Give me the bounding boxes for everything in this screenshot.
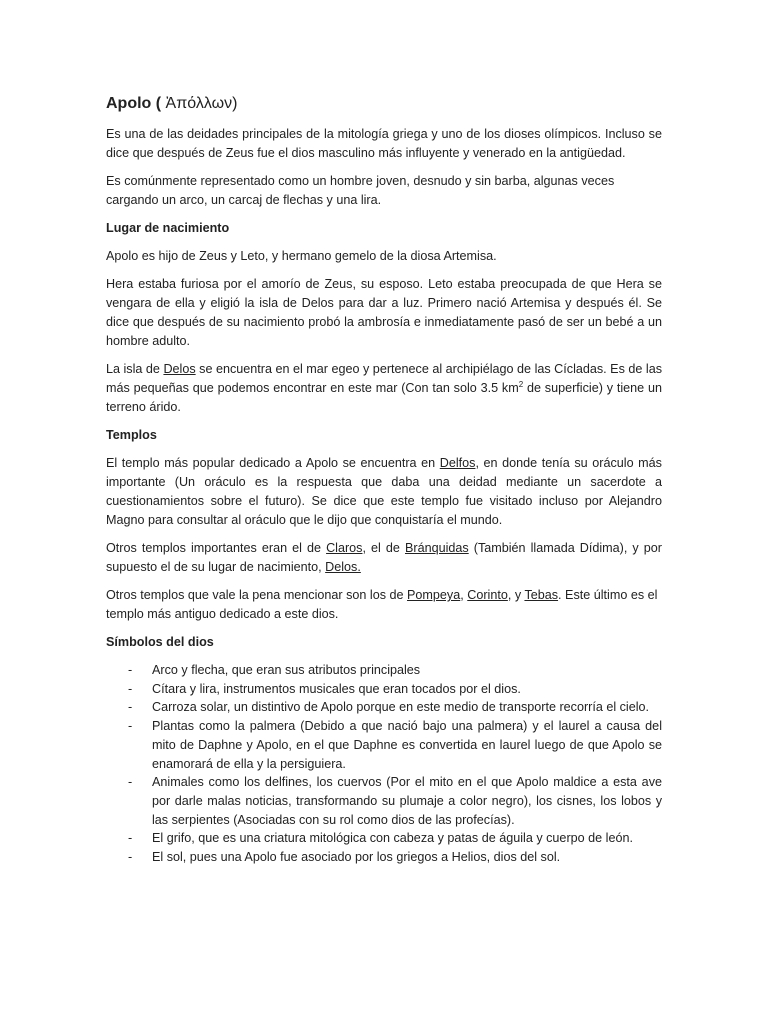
heading-temples: Templos [106, 428, 157, 442]
text-run: El templo más popular dedicado a Apolo se encuentra en [106, 456, 440, 470]
link-pompeya[interactable]: Pompeya [407, 588, 461, 602]
list-item [106, 680, 662, 699]
document-page [106, 93, 662, 867]
symbols-list [106, 661, 662, 867]
text-run: , [460, 588, 468, 602]
list-item [106, 717, 662, 773]
list-dash: - [128, 681, 133, 696]
temples-paragraph-2 [106, 539, 662, 577]
list-item [106, 698, 662, 717]
title-greek: Ἀπόλλων) [161, 95, 238, 112]
text-run: Otros templos que vale la pena mencionar son los de [106, 588, 408, 602]
text-run: . Este último es el templo más antiguo dedicado a este dios. [106, 588, 658, 621]
birthplace-paragraph-1: Apolo es hijo de Zeus y Leto, y hermano gemelo de la diosa Artemisa. [106, 249, 497, 263]
list-item-text: Animales como los delfines, los cuervos (Por el mito en el que Apolo maldice a esta ave por darle malas noticias, transformando su plumaje a color negro), los cisnes, los lobos y las serpientes (Asociadas con su rol como dios de las profecías). [152, 775, 662, 827]
text-run: La isla de [106, 362, 164, 376]
link-claros[interactable]: Claros [326, 541, 363, 555]
list-dash: - [128, 663, 133, 677]
birthplace-paragraph-2: Hera estaba furiosa por el amorío de Zeus, su esposo. Leto estaba preocupada de que Hera se vengara de ella y eligió la isla de Delos para dar a luz. Primero nació Artemisa y después él. Se dice que después de su nacimiento probó la ambrosía e inmediatamente pasó de ser un bebé a un hombre adulto. [106, 277, 662, 348]
list-item-text: El sol, pues una Apolo fue asociado por los griegos a Helios, dios del sol. [152, 850, 561, 865]
temples-paragraph-1 [106, 454, 662, 530]
text-run: de superficie) y tiene un terreno árido. [106, 381, 662, 414]
list-item [106, 661, 662, 680]
list-dash: - [128, 850, 133, 865]
link-tebas[interactable]: Tebas [524, 588, 559, 602]
list-dash: - [128, 700, 133, 715]
link-delos[interactable]: Delos [163, 362, 196, 376]
text-run: se encuentra en el mar egeo y pertenece al archipiélago de las Cícladas. Es de las más pequeñas que podemos encontrar en este mar (Con tan solo 3.5 km [106, 362, 662, 395]
heading-symbols: Símbolos del dios [106, 635, 214, 649]
list-item-text: Cítara y lira, instrumentos musicales que eran tocados por el dios. [152, 681, 521, 696]
text-run: , y [507, 588, 525, 602]
text-run: (También llamada Dídima), y por supuesto el de su lugar de nacimiento, [106, 541, 662, 574]
list-item [106, 773, 662, 829]
list-item-text: Carroza solar, un distintivo de Apolo porque en este medio de transporte recorría el cielo. [152, 700, 650, 715]
list-item-text: El grifo, que es una criatura mitológica con cabeza y patas de águila y cuerpo de león. [152, 831, 633, 846]
link-branquidas[interactable]: Bránquidas [404, 541, 469, 555]
list-item-text: Arco y flecha, que eran sus atributos principales [152, 663, 421, 677]
link-corinto[interactable]: Corinto [467, 588, 508, 602]
list-dash: - [128, 775, 133, 790]
heading-birthplace: Lugar de nacimiento [106, 221, 230, 235]
list-dash: - [128, 831, 133, 846]
intro-paragraph-1: Es una de las deidades principales de la mitología griega y uno de los dioses olímpicos. Incluso se dice que después de Zeus fue el dios masculino más influyente y venerado en la antigüedad. [106, 127, 662, 160]
birthplace-paragraph-3 [106, 360, 662, 417]
superscript: 2 [518, 379, 524, 389]
page-title [106, 93, 662, 115]
text-run: Otros templos importantes eran el de [106, 541, 327, 555]
link-delfos[interactable]: Delfos [439, 456, 476, 470]
list-dash: - [128, 719, 133, 734]
title-main: Apolo ( [106, 95, 162, 112]
text-run: , el de [362, 541, 405, 555]
list-item [106, 848, 662, 867]
link-delos-2[interactable]: Delos. [325, 560, 361, 574]
intro-paragraph-2: Es comúnmente representado como un hombre joven, desnudo y sin barba, algunas veces cargando un arco, un carcaj de flechas y una lira. [106, 174, 615, 207]
list-item-text: Plantas como la palmera (Debido a que nació bajo una palmera) y el laurel a causa del mito de Daphne y Apolo, en el que Daphne es convertida en laurel luego de que Apolo se enamorará de ella y la persiguiera. [152, 719, 662, 771]
text-run: , en donde tenía su oráculo más importante (Un oráculo es la respuesta que daba una deidad mediante un sacerdote a cuestionamientos sobre el futuro). Se dice que este templo fue visitado incluso por Alejandro Magno para consultar al oráculo que le dijo que conquistaría el mundo. [106, 456, 662, 527]
temples-paragraph-3 [106, 586, 662, 624]
list-item [106, 829, 662, 848]
